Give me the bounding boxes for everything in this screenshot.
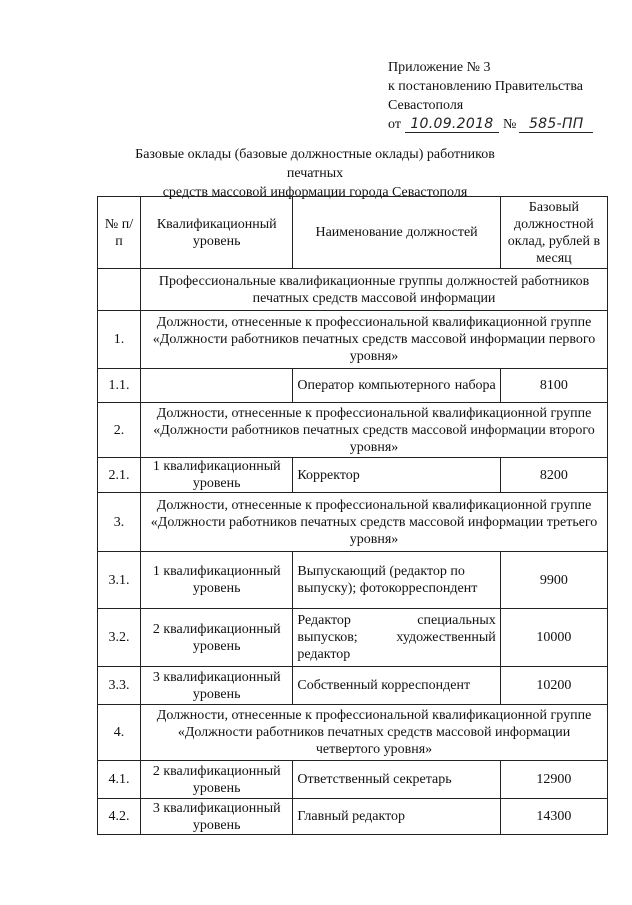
row-num: 4.2. bbox=[98, 799, 141, 835]
table-row bbox=[98, 458, 608, 493]
row-level: 3 квалификационный уровень bbox=[141, 667, 293, 705]
from-label: от bbox=[388, 117, 401, 132]
document-title bbox=[110, 145, 520, 202]
row-level: 2 квалификационный уровень bbox=[141, 761, 293, 799]
header-level: Квалификационный уровень bbox=[141, 197, 293, 269]
row-num: 2.1. bbox=[98, 458, 141, 493]
row-name: Редактор специальных выпусков; художественный редактор bbox=[293, 609, 500, 667]
group-text: Должности, отнесенные к профессиональной квалификационной группе «Должности работников печатных средств массовой информации второго уровня» bbox=[141, 403, 608, 458]
header-name: Наименование должностей bbox=[293, 197, 500, 269]
row-level: 3 квалификационный уровень bbox=[141, 799, 293, 835]
row-salary: 14300 bbox=[500, 799, 607, 835]
group-text: Должности, отнесенные к профессиональной квалификационной группе «Должности работников печатных средств массовой информации третьего уровня» bbox=[141, 493, 608, 552]
annex-block bbox=[388, 58, 628, 134]
row-level: 1 квалификационный уровень bbox=[141, 552, 293, 609]
annex-reference: к постановлению Правительства bbox=[388, 79, 584, 94]
row-name: Выпускающий (редактор по выпуску); фотокорреспондент bbox=[293, 552, 500, 609]
row-salary: 8100 bbox=[500, 369, 607, 403]
title-line-1: Базовые оклады (базовые должностные оклады) работников печатных bbox=[135, 147, 495, 181]
row-name: Ответственный секретарь bbox=[293, 761, 500, 799]
table-row bbox=[98, 552, 608, 609]
row-name: Собственный корреспондент bbox=[293, 667, 500, 705]
row-name: Оператор компьютерного набора bbox=[293, 369, 500, 403]
row-num: 4.1. bbox=[98, 761, 141, 799]
header-num: № п/п bbox=[98, 197, 141, 269]
row-name: Главный редактор bbox=[293, 799, 500, 835]
group-row bbox=[98, 493, 608, 552]
row-level: 2 квалификационный уровень bbox=[141, 609, 293, 667]
row-num: 3.3. bbox=[98, 667, 141, 705]
row-salary: 9900 bbox=[500, 552, 607, 609]
salary-table bbox=[97, 196, 608, 835]
group-row bbox=[98, 311, 608, 369]
section-title: Профессиональные квалификационные группы должностей работников печатных средств массовой информации bbox=[141, 269, 608, 311]
section-num-cell bbox=[98, 269, 141, 311]
row-salary: 10000 bbox=[500, 609, 607, 667]
table-row bbox=[98, 761, 608, 799]
group-text: Должности, отнесенные к профессиональной квалификационной группе «Должности работников печатных средств массовой информации первого уровня» bbox=[141, 311, 608, 369]
table-row bbox=[98, 799, 608, 835]
annex-city: Севастополя bbox=[388, 98, 464, 113]
group-num: 2. bbox=[98, 403, 141, 458]
annex-title: Приложение № 3 bbox=[388, 60, 491, 75]
handwritten-number: 585-ПП bbox=[519, 116, 593, 133]
row-num: 1.1. bbox=[98, 369, 141, 403]
handwritten-date: 10.09.2018 bbox=[405, 116, 499, 133]
group-num: 4. bbox=[98, 705, 141, 761]
group-row bbox=[98, 705, 608, 761]
number-label: № bbox=[502, 117, 517, 132]
table-row bbox=[98, 369, 608, 403]
header-salary: Базовый должностной оклад, рублей в месяц bbox=[500, 197, 607, 269]
row-salary: 8200 bbox=[500, 458, 607, 493]
table-header-row bbox=[98, 197, 608, 269]
group-text: Должности, отнесенные к профессиональной квалификационной группе «Должности работников печатных средств массовой информации четвертого уровня» bbox=[141, 705, 608, 761]
table-row bbox=[98, 667, 608, 705]
section-row bbox=[98, 269, 608, 311]
table-row bbox=[98, 609, 608, 667]
group-num: 1. bbox=[98, 311, 141, 369]
title-line-2: средств массовой информации города Севастополя bbox=[162, 185, 468, 200]
row-num: 3.1. bbox=[98, 552, 141, 609]
row-level: 1 квалификационный уровень bbox=[141, 458, 293, 493]
group-num: 3. bbox=[98, 493, 141, 552]
group-row bbox=[98, 403, 608, 458]
row-salary: 10200 bbox=[500, 667, 607, 705]
row-name: Корректор bbox=[293, 458, 500, 493]
row-level bbox=[141, 369, 293, 403]
row-salary: 12900 bbox=[500, 761, 607, 799]
annex-date-line bbox=[388, 115, 628, 134]
row-num: 3.2. bbox=[98, 609, 141, 667]
